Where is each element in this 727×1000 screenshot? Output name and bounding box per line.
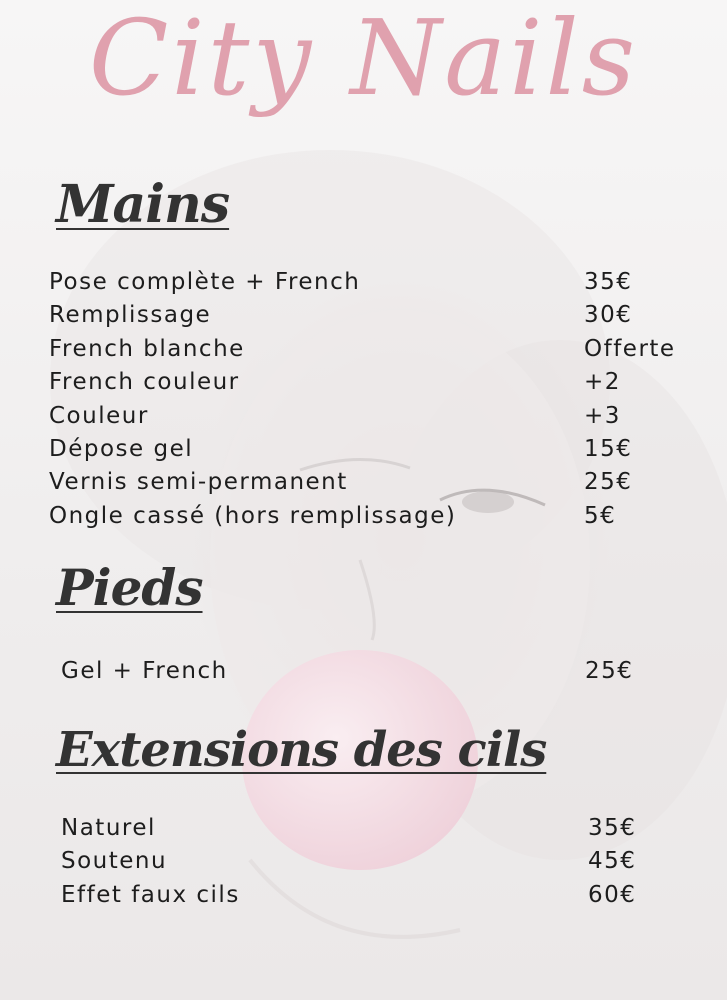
service-price: 25€ [584,469,633,496]
list-item [49,500,709,533]
service-price: 35€ [584,269,633,295]
service-price: 35€ [588,815,637,841]
service-label: French couleur [49,369,240,396]
list-item [49,333,709,366]
service-price: 30€ [584,302,633,329]
service-price: 5€ [584,502,617,529]
service-label: Vernis semi-permanent [49,469,348,496]
service-price: +2 [584,369,621,396]
service-label: Naturel [61,815,156,841]
list-item [49,366,709,399]
price-list-mains [49,266,709,533]
list-item [49,299,709,332]
salon-title: City Nails [88,0,639,119]
list-item [61,845,701,878]
service-label: Remplissage [49,302,212,329]
section-heading-mains: Mains [56,174,230,235]
section-heading-extensions: Extensions des cils [56,722,547,778]
service-price: 25€ [585,658,634,684]
list-item [49,466,709,499]
list-item [61,879,701,912]
service-label: Gel + French [61,658,228,684]
service-label: French blanche [49,335,245,362]
list-item [49,433,709,466]
service-label: Soutenu [61,848,168,875]
list-item [61,655,701,688]
service-label: Couleur [49,402,149,429]
service-price: 15€ [584,435,633,462]
service-label: Ongle cassé (hors remplissage) [49,502,457,529]
list-item [49,266,709,299]
service-price: 60€ [588,881,637,908]
service-price: Offerte [584,335,676,362]
service-label: Pose complète + French [49,269,361,295]
service-price: 45€ [588,848,637,875]
section-heading-pieds: Pieds [56,558,203,617]
list-item [49,400,709,433]
service-label: Effet faux cils [61,881,240,908]
list-item [61,812,701,845]
service-price: +3 [584,402,621,429]
price-list-pieds [61,655,701,688]
price-list-extensions [61,812,701,912]
service-label: Dépose gel [49,435,194,462]
